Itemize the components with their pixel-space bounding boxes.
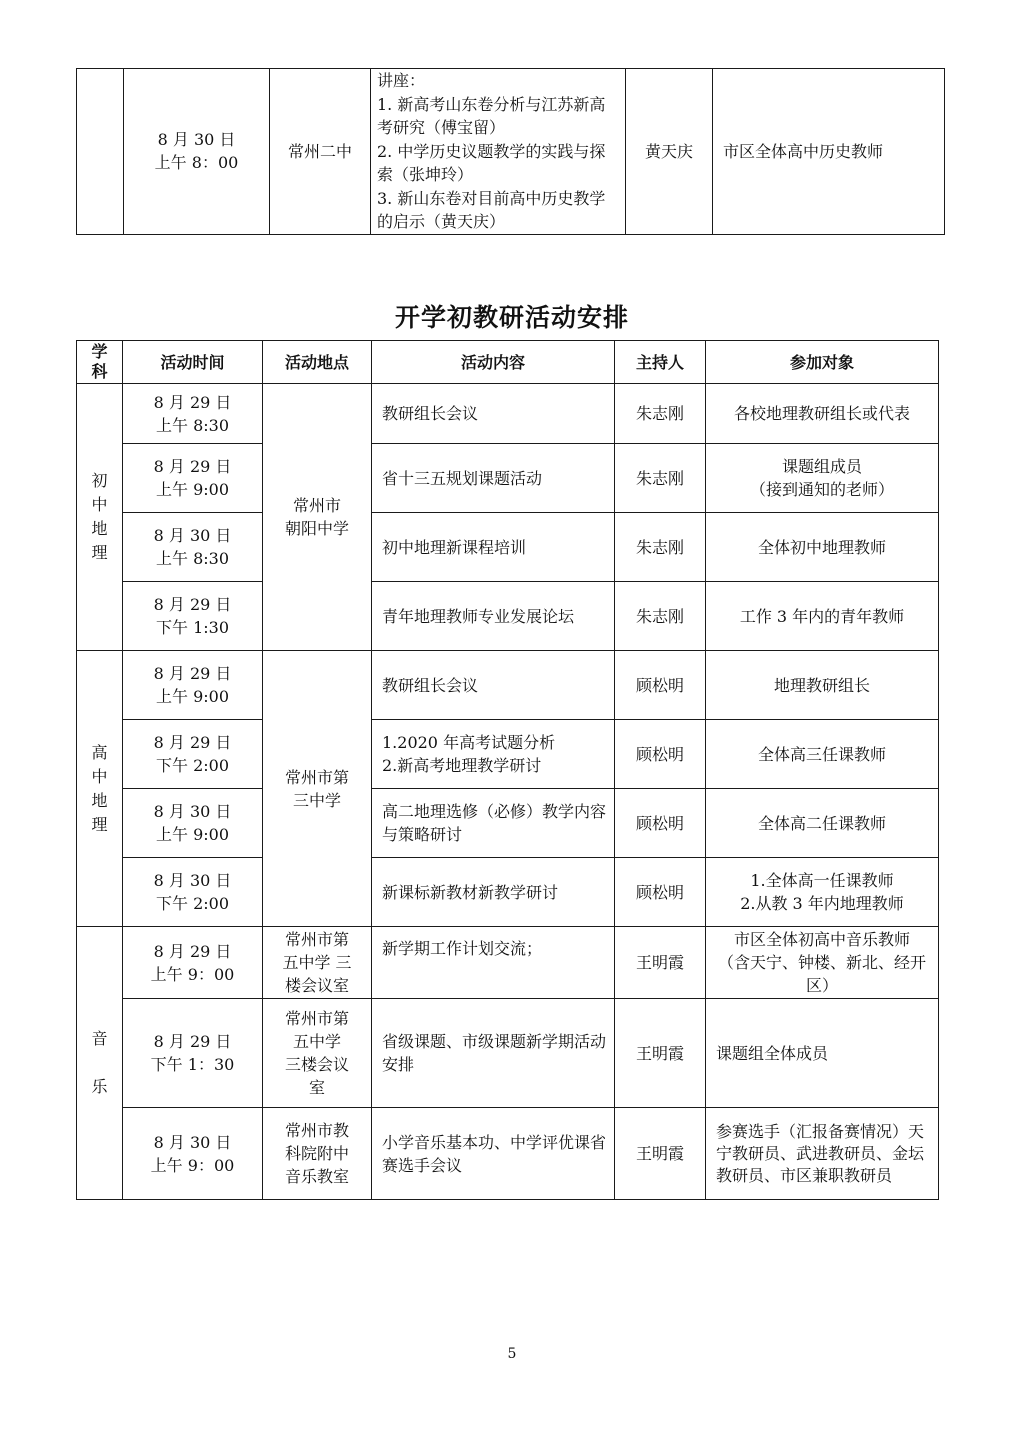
- audience-cell: 市区全体初高中音乐教师 （含天宁、钟楼、新北、经开区）: [706, 927, 939, 999]
- activity-content-cell: 高二地理选修（必修）教学内容与策略研讨: [372, 789, 615, 858]
- page-title: 开学初教研活动安排: [394, 303, 629, 332]
- table-row: [77, 651, 939, 720]
- subject-cell: 音 乐: [77, 927, 123, 1200]
- table-header-row: [77, 341, 939, 384]
- host-cell: 朱志刚: [615, 384, 706, 444]
- audience-cell: 课题组全体成员: [706, 999, 939, 1108]
- activity-content-cell: 教研组长会议: [372, 651, 615, 720]
- activity-location-cell: 常州市第 三中学: [263, 651, 372, 927]
- activity-time-cell: 8 月 30 日 下午 2:00: [123, 858, 263, 927]
- page-number: 5: [507, 1346, 517, 1362]
- host-cell: 黄天庆: [626, 69, 713, 235]
- host-cell: 王明霞: [615, 999, 706, 1108]
- header-audience: 参加对象: [706, 341, 939, 384]
- host-cell: 王明霞: [615, 927, 706, 999]
- activity-time-cell: 8 月 30 日 上午 9:00: [123, 789, 263, 858]
- activity-content-cell: 小学音乐基本功、中学评优课省赛选手会议: [372, 1108, 615, 1200]
- table-row: [77, 720, 939, 789]
- activity-content-cell: 新课标新教材新教学研讨: [372, 858, 615, 927]
- activity-time-cell: 8 月 29 日 下午 1：30: [123, 999, 263, 1108]
- activity-time-cell: 8 月 29 日 下午 2:00: [123, 720, 263, 789]
- audience-cell: 全体高三任课教师: [706, 720, 939, 789]
- table-row: [77, 513, 939, 582]
- activity-content-cell: 青年地理教师专业发展论坛: [372, 582, 615, 651]
- header-location: 活动地点: [263, 341, 372, 384]
- audience-cell: 地理教研组长: [706, 651, 939, 720]
- activity-time-cell: 8 月 29 日 上午 9:00: [123, 444, 263, 513]
- activity-time-cell: 8 月 29 日 上午 9：00: [123, 927, 263, 999]
- activity-location-cell: 常州市第 五中学 三楼会议 室: [263, 999, 372, 1108]
- activity-time-cell: 8 月 30 日 上午 9：00: [123, 1108, 263, 1200]
- table-row: [77, 69, 945, 235]
- activity-location-cell: 常州市 朝阳中学: [263, 384, 372, 651]
- host-cell: 朱志刚: [615, 582, 706, 651]
- table-row: [77, 582, 939, 651]
- activity-time-cell: 8 月 29 日 上午 8:30: [123, 384, 263, 444]
- activity-location-cell: 常州二中: [270, 69, 371, 235]
- audience-cell: 工作 3 年内的青年教师: [706, 582, 939, 651]
- header-time: 活动时间: [123, 341, 263, 384]
- activity-content-cell: 教研组长会议: [372, 384, 615, 444]
- schedule-table: [76, 340, 939, 1200]
- activity-time-cell: 8 月 30 日 上午 8：00: [124, 69, 270, 235]
- continued-schedule-table: [76, 68, 945, 235]
- host-cell: 顾松明: [615, 720, 706, 789]
- audience-cell: 课题组成员 （接到通知的老师）: [706, 444, 939, 513]
- audience-cell: 各校地理教研组长或代表: [706, 384, 939, 444]
- subject-cell: [77, 69, 124, 235]
- activity-location-cell: 常州市第 五中学 三 楼会议室: [263, 927, 372, 999]
- activity-content-cell: 讲座： 1. 新高考山东卷分析与江苏新高考研究（傅宝留） 2. 中学历史议题教学的实践与探索（张坤玲） 3. 新山东卷对目前高中历史教学的启示（黄天庆）: [371, 69, 626, 235]
- table-row: [77, 789, 939, 858]
- host-cell: 顾松明: [615, 651, 706, 720]
- activity-content-cell: 初中地理新课程培训: [372, 513, 615, 582]
- header-content: 活动内容: [372, 341, 615, 384]
- host-cell: 顾松明: [615, 858, 706, 927]
- audience-cell: 市区全体高中历史教师: [713, 69, 945, 235]
- table-row: [77, 444, 939, 513]
- header-host: 主持人: [615, 341, 706, 384]
- activity-content-cell: 省十三五规划课题活动: [372, 444, 615, 513]
- host-cell: 顾松明: [615, 789, 706, 858]
- header-subject: 学 科: [77, 341, 123, 384]
- activity-content-cell: 1.2020 年高考试题分析 2.新高考地理教学研讨: [372, 720, 615, 789]
- table-row: [77, 927, 939, 999]
- audience-cell: 1.全体高一任课教师 2.从教 3 年内地理教师: [706, 858, 939, 927]
- subject-cell: 高 中 地 理: [77, 651, 123, 927]
- table-row: [77, 999, 939, 1108]
- table-row: [77, 858, 939, 927]
- table-row: [77, 384, 939, 444]
- host-cell: 王明霞: [615, 1108, 706, 1200]
- host-cell: 朱志刚: [615, 513, 706, 582]
- host-cell: 朱志刚: [615, 444, 706, 513]
- activity-time-cell: 8 月 30 日 上午 8:30: [123, 513, 263, 582]
- audience-cell: 全体初中地理教师: [706, 513, 939, 582]
- audience-cell: 参赛选手（汇报备赛情况）天宁教研员、武进教研员、金坛教研员、市区兼职教研员: [706, 1108, 939, 1200]
- activity-location-cell: 常州市教 科院附中 音乐教室: [263, 1108, 372, 1200]
- table-row: [77, 1108, 939, 1200]
- audience-cell: 全体高二任课教师: [706, 789, 939, 858]
- activity-content-cell: 省级课题、市级课题新学期活动安排: [372, 999, 615, 1108]
- activity-time-cell: 8 月 29 日 下午 1:30: [123, 582, 263, 651]
- subject-cell: 初 中 地 理: [77, 384, 123, 651]
- activity-content-cell: 新学期工作计划交流；: [372, 927, 615, 999]
- activity-time-cell: 8 月 29 日 上午 9:00: [123, 651, 263, 720]
